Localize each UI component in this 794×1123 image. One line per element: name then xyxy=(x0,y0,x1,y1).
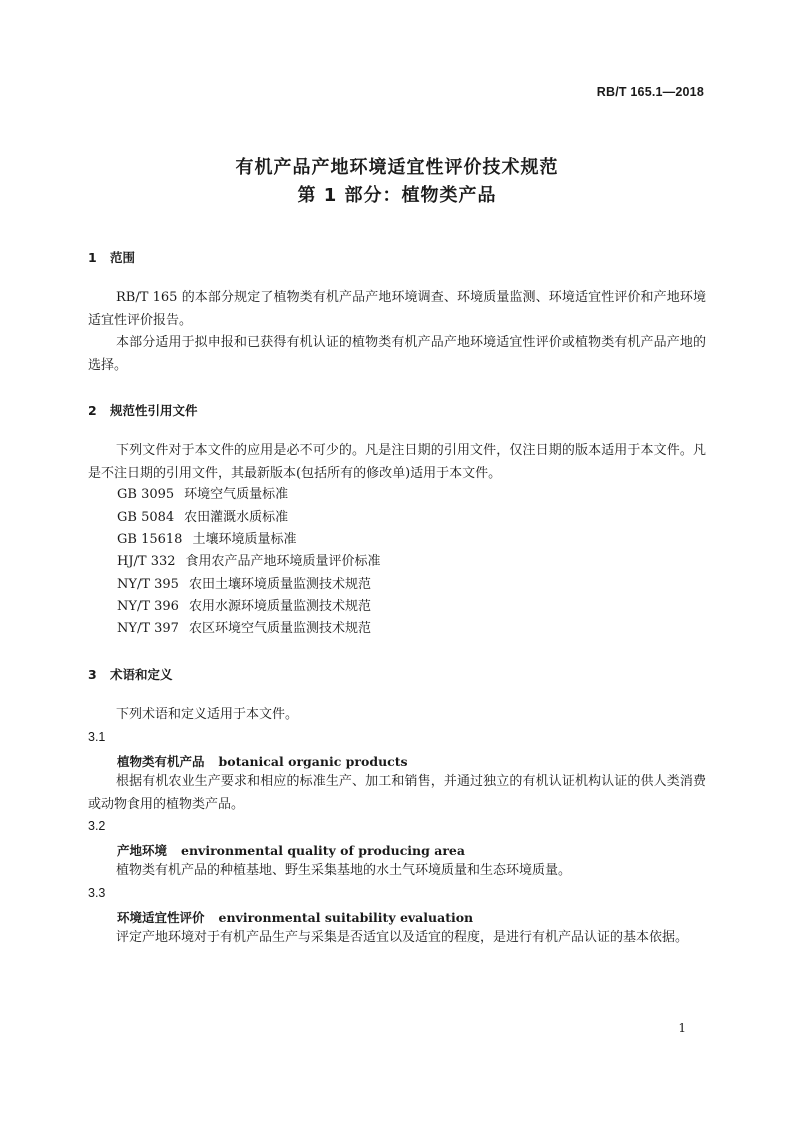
reference-title: 农区环境空气质量监测技术规范 xyxy=(188,621,371,636)
reference-item xyxy=(117,551,381,574)
section-number: 1 xyxy=(88,250,97,265)
reference-item xyxy=(117,484,288,507)
standard-code: RB/T 165.1—2018 xyxy=(596,85,704,99)
section-3-heading xyxy=(88,665,173,683)
term-heading xyxy=(117,752,408,770)
term-heading xyxy=(117,908,473,926)
reference-code: NY/T 396 xyxy=(117,599,179,614)
term-definition: 评定产地环境对于有机产品生产与采集是否适宜以及适宜的程度，是进行有机产品认证的基本依据。 xyxy=(116,930,689,945)
term-definition: 植物类有机产品的种植基地、野生采集基地的水土气环境质量和生态环境质量。 xyxy=(116,863,572,878)
section-3-intro: 下列术语和定义适用于本文件。 xyxy=(116,707,299,722)
reference-code: HJ/T 332 xyxy=(117,554,176,569)
section-1-paragraph-2: 本部分适用于拟申报和已获得有机认证的植物类有机产品产地环境适宜性评价或植物类有机产品产地的选择。 xyxy=(88,335,706,373)
reference-code: GB 15618 xyxy=(117,532,183,547)
reference-title: 农田灌溉水质标准 xyxy=(184,510,289,525)
section-number: 2 xyxy=(88,403,97,418)
term-number: 3.3 xyxy=(88,886,106,900)
term-english: environmental suitability evaluation xyxy=(218,910,474,925)
section-title: 范围 xyxy=(110,250,136,265)
page-number: 1 xyxy=(678,1021,686,1035)
reference-title: 环境空气质量标准 xyxy=(184,487,289,502)
reference-item xyxy=(117,618,371,641)
document-title: 有机产品产地环境适宜性评价技术规范 xyxy=(235,157,559,178)
section-title: 术语和定义 xyxy=(110,667,173,682)
reference-item xyxy=(117,529,296,552)
section-1-heading xyxy=(88,248,135,266)
term-english: environmental quality of producing area xyxy=(181,843,465,858)
reference-item xyxy=(117,574,371,597)
reference-title: 农用水源环境质量监测技术规范 xyxy=(188,599,371,614)
term-number: 3.1 xyxy=(88,730,106,744)
section-number: 3 xyxy=(88,667,97,682)
term-chinese: 植物类有机产品 xyxy=(117,754,205,769)
section-2-heading xyxy=(88,401,198,419)
section-1-paragraph-1: RB/T 165 的本部分规定了植物类有机产品产地环境调查、环境质量监测、环境适宜性评价和产地环境适宜性评价报告。 xyxy=(88,290,706,328)
reference-title: 土壤环境质量标准 xyxy=(192,532,297,547)
reference-item xyxy=(117,507,288,530)
reference-item xyxy=(117,596,371,619)
reference-code: NY/T 397 xyxy=(117,621,179,636)
term-number: 3.2 xyxy=(88,819,106,833)
term-chinese: 产地环境 xyxy=(117,843,168,858)
reference-code: GB 5084 xyxy=(117,510,175,525)
section-title: 规范性引用文件 xyxy=(110,403,198,418)
reference-code: NY/T 395 xyxy=(117,577,179,592)
term-definition: 根据有机农业生产要求和相应的标准生产、加工和销售，并通过独立的有机认证机构认证的供人类消费或动物食用的植物类产品。 xyxy=(88,774,706,812)
reference-title: 农田土壤环境质量监测技术规范 xyxy=(188,577,371,592)
reference-code: GB 3095 xyxy=(117,487,175,502)
term-chinese: 环境适宜性评价 xyxy=(117,910,205,925)
reference-title: 食用农产品产地环境质量评价标准 xyxy=(185,554,381,569)
document-subtitle: 第 1 部分：植物类产品 xyxy=(297,185,497,206)
section-2-intro: 下列文件对于本文件的应用是必不可少的。凡是注日期的引用文件，仅注日期的版本适用于本文件。凡是不注日期的引用文件，其最新版本(包括所有的修改单)适用于本文件。 xyxy=(88,443,706,481)
term-english: botanical organic products xyxy=(218,754,408,769)
term-heading xyxy=(117,841,465,859)
